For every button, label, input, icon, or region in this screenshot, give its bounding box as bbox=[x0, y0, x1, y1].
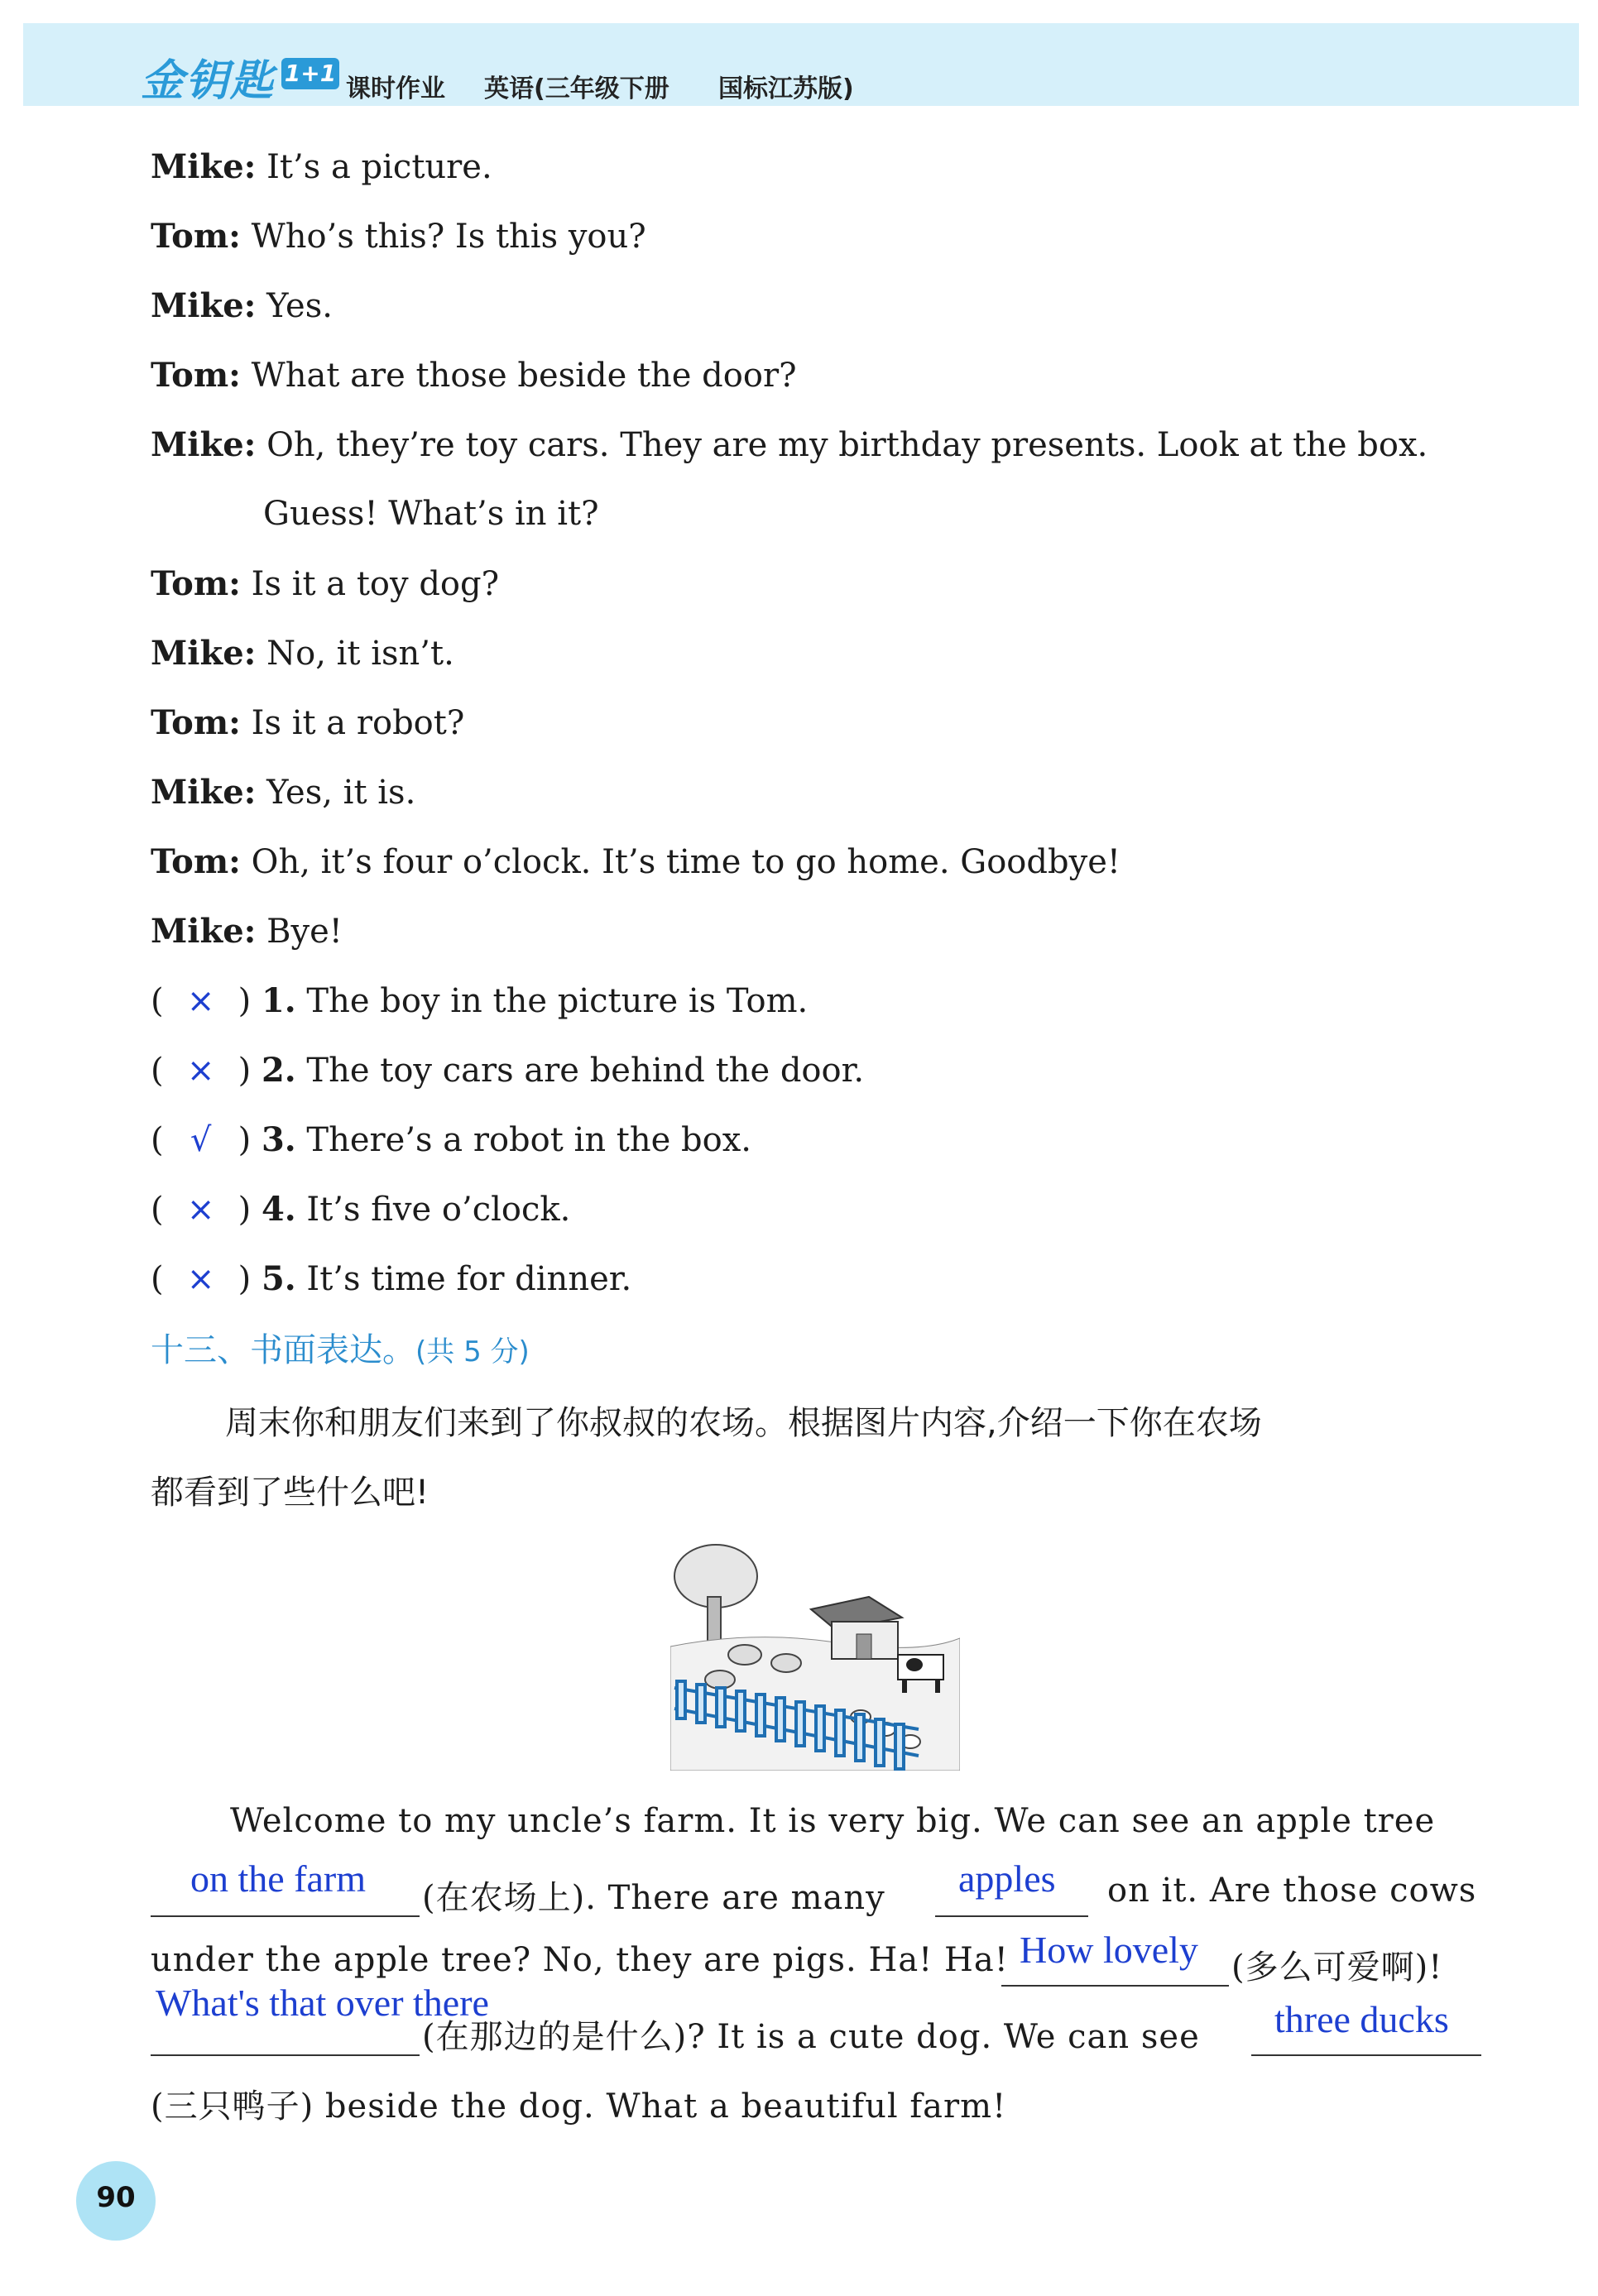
speaker: Mike: bbox=[151, 286, 257, 325]
passage-line-4a: (在那边的是什么)? It is a cute dog. We can see bbox=[422, 2018, 1200, 2056]
question-text: The boy in the picture is Tom. bbox=[306, 982, 809, 1020]
answer-mark: × bbox=[186, 1260, 215, 1298]
speaker: Mike: bbox=[151, 147, 257, 186]
tf-question: ( × ) 1. The boy in the picture is Tom. bbox=[151, 981, 809, 1020]
question-text: It’s five o’clock. bbox=[306, 1191, 571, 1229]
blank-line bbox=[151, 2054, 420, 2056]
blank-line bbox=[1251, 2054, 1481, 2056]
passage-line-3b: (多么可爱啊)! bbox=[1231, 1948, 1443, 1987]
speaker: Mike: bbox=[151, 425, 257, 464]
answer-5: three ducks bbox=[1274, 1998, 1449, 2040]
line-text: It’s a picture. bbox=[266, 148, 492, 186]
passage-line-1: Welcome to my uncle’s farm. It is very big. We can see an apple tree bbox=[230, 1802, 1436, 1840]
page-number: 90 bbox=[96, 2181, 136, 2214]
speaker: Mike: bbox=[151, 912, 257, 951]
dialogue-line bbox=[151, 842, 1121, 881]
passage-line-3a: under the apple tree? No, they are pigs. Ha! Ha! bbox=[151, 1941, 1009, 1979]
line-text: No, it isn’t. bbox=[266, 635, 454, 673]
farm-illustration bbox=[670, 1539, 960, 1771]
blank-line bbox=[151, 1915, 420, 1917]
dialogue-line bbox=[151, 356, 797, 395]
passage-line-5: (三只鸭子) beside the dog. What a beautiful farm! bbox=[151, 2087, 1007, 2126]
question-number: 5. bbox=[261, 1259, 296, 1298]
question-text: There’s a robot in the box. bbox=[306, 1121, 751, 1159]
question-number: 3. bbox=[261, 1120, 296, 1159]
line-text: Is it a robot? bbox=[251, 704, 465, 742]
line-text: Is it a toy dog? bbox=[251, 565, 500, 603]
line-text: Oh, they’re toy cars. They are my birthday presents. Look at the box. bbox=[266, 426, 1428, 464]
answer-3: How lovely bbox=[1020, 1929, 1198, 1971]
passage-line-2b: on it. Are those cows bbox=[1107, 1872, 1477, 1910]
instruction-line: 周末你和朋友们来到了你叔叔的农场。根据图片内容,介绍一下你在农场 bbox=[225, 1404, 1262, 1442]
dialogue-line bbox=[151, 286, 333, 325]
speaker: Tom: bbox=[151, 564, 241, 603]
line-text: Who’s this? Is this you? bbox=[251, 218, 646, 256]
section-title: 十三、书面表达。 bbox=[151, 1331, 415, 1369]
subject-title: 英语(三年级下册 bbox=[484, 74, 669, 103]
section-heading bbox=[151, 1324, 530, 1371]
question-text: It’s time for dinner. bbox=[306, 1260, 632, 1298]
answer-mark: √ bbox=[190, 1121, 212, 1159]
passage-line-2a: (在农场上). There are many bbox=[422, 1879, 885, 1917]
blank-line bbox=[935, 1915, 1088, 1917]
section-points: (共 5 分) bbox=[415, 1335, 530, 1368]
question-text: The toy cars are behind the door. bbox=[306, 1052, 865, 1090]
line-text: Guess! What’s in it? bbox=[263, 495, 599, 533]
speaker: Tom: bbox=[151, 703, 241, 742]
tf-question: ( √ ) 3. There’s a robot in the box. bbox=[151, 1120, 751, 1159]
line-text: Bye! bbox=[266, 913, 343, 951]
question-number: 1. bbox=[261, 981, 296, 1020]
answer-2: apples bbox=[958, 1857, 1056, 1900]
answer-4: What's that over there bbox=[156, 1982, 489, 2024]
dialogue-line bbox=[151, 564, 499, 603]
tf-question: ( × ) 5. It’s time for dinner. bbox=[151, 1259, 632, 1298]
answer-1: on the farm bbox=[190, 1857, 367, 1900]
dialogue-line bbox=[151, 634, 454, 673]
question-number: 4. bbox=[261, 1190, 296, 1229]
dialogue-line bbox=[151, 147, 492, 186]
answer-mark: × bbox=[186, 1052, 215, 1090]
edition-title: 国标江苏版) bbox=[718, 74, 854, 103]
speaker: Mike: bbox=[151, 773, 257, 812]
speaker: Tom: bbox=[151, 217, 241, 256]
tf-question: ( × ) 2. The toy cars are behind the door. bbox=[151, 1051, 865, 1090]
tf-question: ( × ) 4. It’s five o’clock. bbox=[151, 1190, 571, 1229]
dialogue-line bbox=[151, 703, 464, 742]
line-text: What are those beside the door? bbox=[251, 357, 797, 395]
instruction-line: 都看到了些什么吧! bbox=[151, 1474, 429, 1512]
dialogue-line bbox=[151, 773, 415, 812]
line-text: Yes. bbox=[266, 287, 333, 325]
book-title: 课时作业 bbox=[346, 74, 445, 103]
logo-badge: 1+1 bbox=[281, 58, 339, 89]
speaker: Tom: bbox=[151, 842, 241, 881]
dialogue-line bbox=[263, 495, 599, 533]
dialogue-line bbox=[151, 425, 1428, 464]
dialogue-line bbox=[151, 912, 343, 951]
line-text: Yes, it is. bbox=[266, 774, 416, 812]
question-number: 2. bbox=[261, 1051, 296, 1090]
blank-line bbox=[1001, 1985, 1229, 1987]
line-text: Oh, it’s four o’clock. It’s time to go home. Goodbye! bbox=[251, 843, 1121, 881]
dialogue-line bbox=[151, 217, 646, 256]
speaker: Mike: bbox=[151, 634, 257, 673]
logo-text: 金钥匙 bbox=[141, 56, 276, 106]
answer-mark: × bbox=[186, 1191, 215, 1229]
speaker: Tom: bbox=[151, 356, 241, 395]
answer-mark: × bbox=[186, 982, 215, 1020]
